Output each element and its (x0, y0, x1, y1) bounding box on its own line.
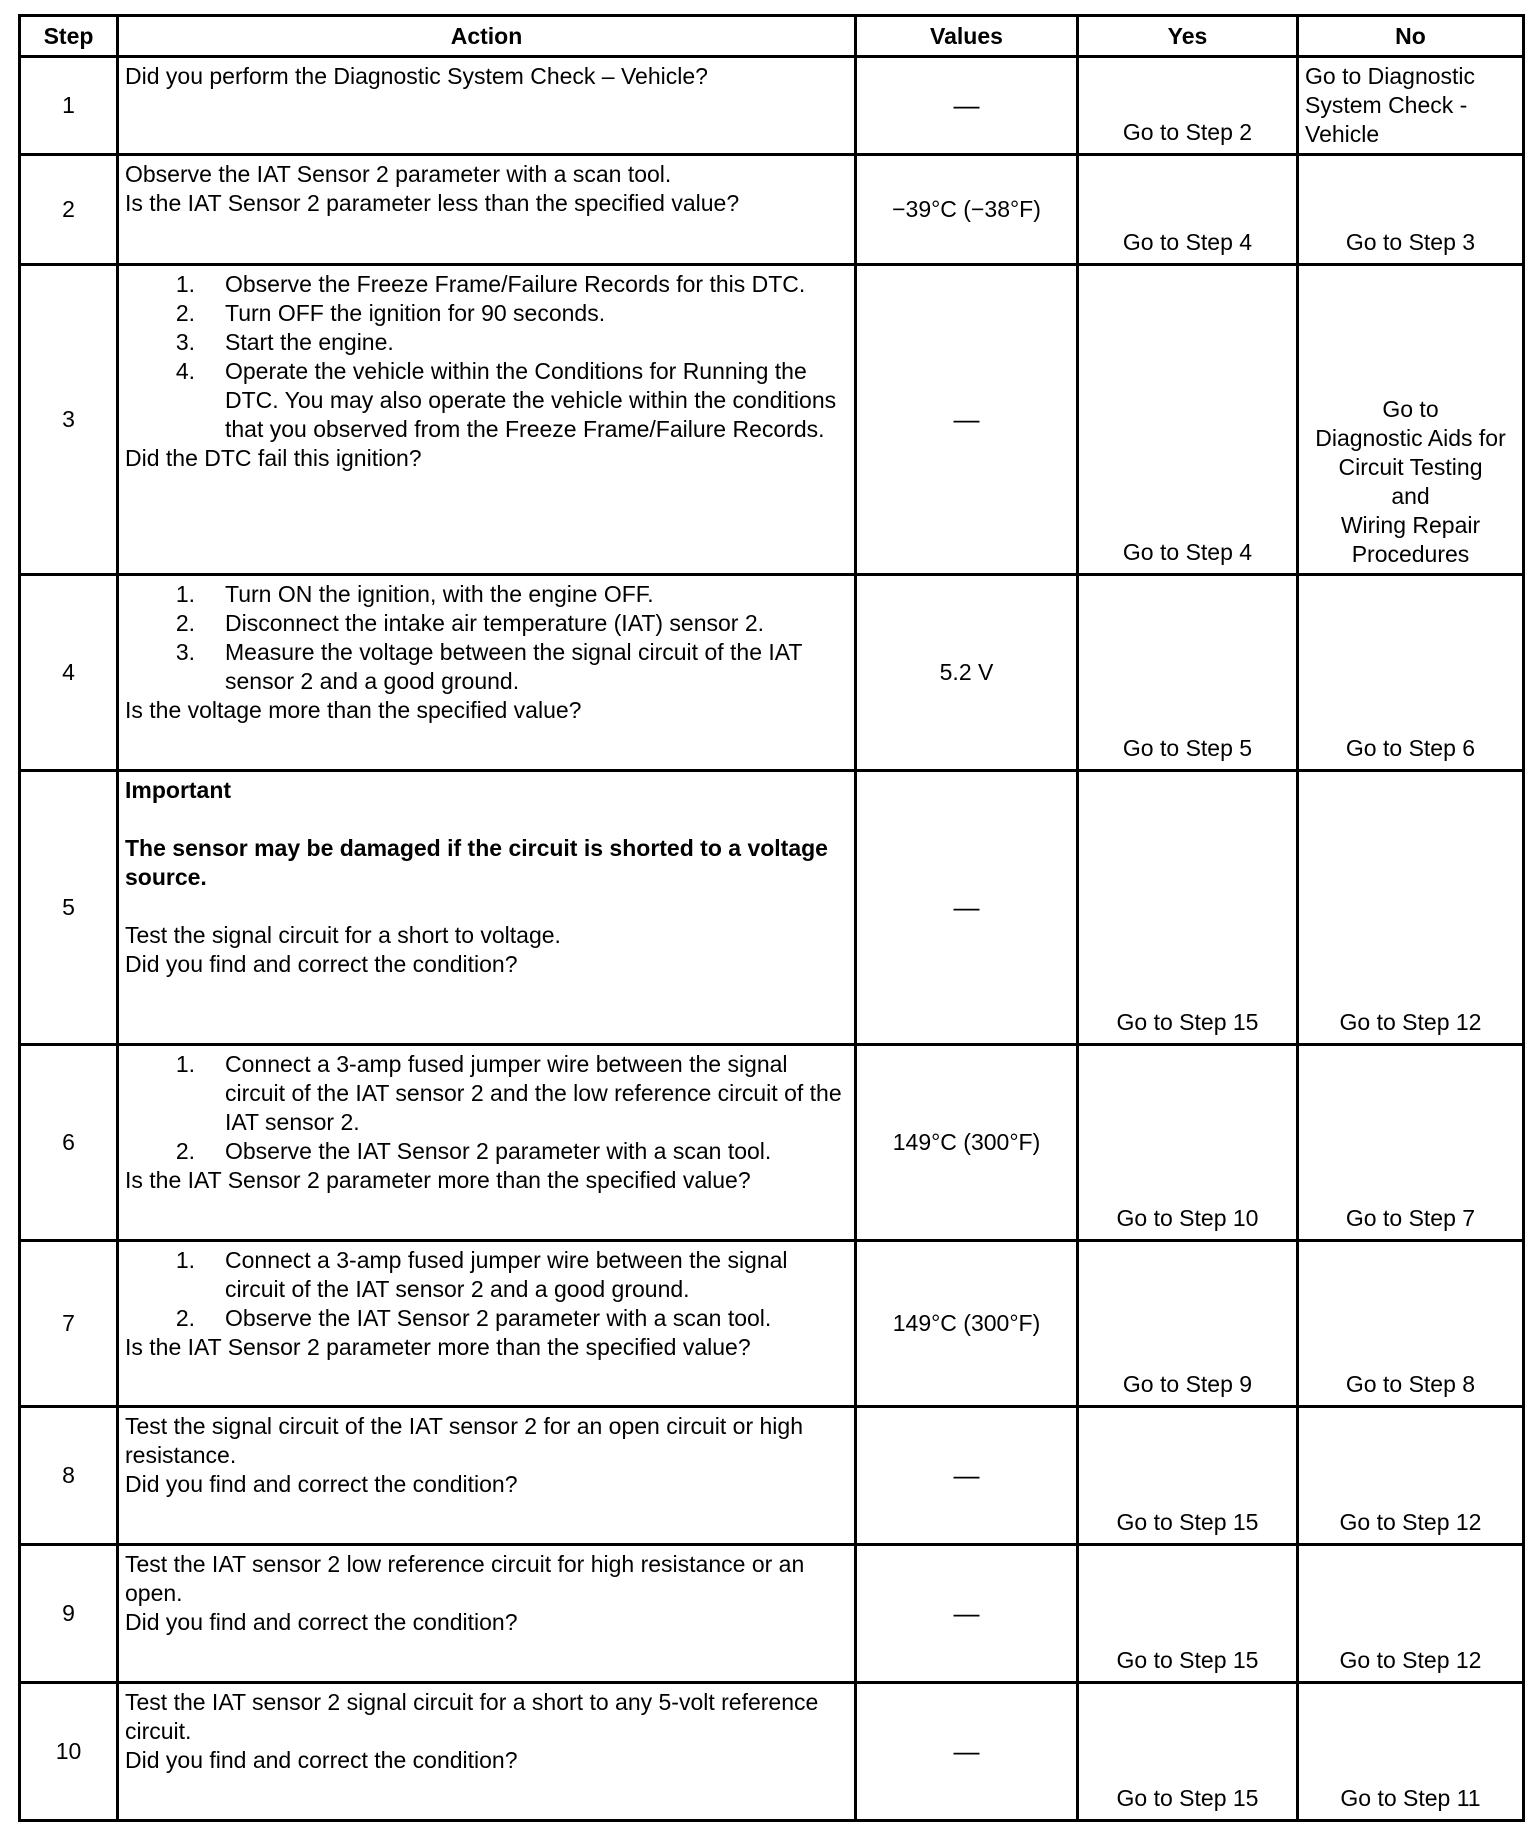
action-question: Is the IAT Sensor 2 parameter more than the specified value? (125, 1334, 751, 1360)
action-question: Is the voltage more than the specified value? (125, 697, 582, 723)
action-step-item (125, 328, 846, 357)
no-text (1299, 391, 1522, 573)
value-text: — (953, 1459, 980, 1490)
no-cell (1298, 1407, 1524, 1545)
value-text: 5.2 V (939, 659, 994, 685)
no-line: Wiring Repair (1340, 512, 1481, 538)
step-number: 8 (20, 1407, 118, 1545)
step-number: 5 (20, 771, 118, 1045)
no-text: Go to Step 6 (1345, 735, 1476, 761)
action-question: Did you find and correct the condition? (125, 1609, 518, 1635)
step-item-text: Observe the IAT Sensor 2 parameter with a scan tool. (225, 1138, 772, 1164)
yes-text: Go to Step 4 (1122, 229, 1253, 255)
action-step-item (125, 299, 846, 328)
no-cell (1298, 575, 1524, 771)
important-label: Important (125, 777, 232, 803)
action-step-item (125, 270, 846, 299)
no-text: Go to Step 12 (1339, 1509, 1482, 1535)
no-cell (1298, 1241, 1524, 1407)
diagnostic-table (18, 14, 1525, 1822)
value-cell (856, 57, 1078, 155)
no-text: Go to Step 3 (1345, 229, 1476, 255)
action-step-item (125, 1246, 846, 1304)
no-text: Go to Step 7 (1345, 1205, 1476, 1231)
step-item-number: 2. (175, 1138, 195, 1164)
important-text: The sensor may be damaged if the circuit is shorted to a voltage source. (125, 835, 828, 890)
action-intro: Test the IAT sensor 2 low reference circuit for high resistance or an open. (125, 1551, 805, 1606)
step-item-number: 1. (175, 1247, 195, 1273)
yes-text: Go to Step 15 (1116, 1509, 1259, 1535)
step-item-number: 1. (175, 581, 195, 607)
step-number: 10 (20, 1683, 118, 1821)
step-number: 6 (20, 1045, 118, 1241)
no-line: System Check - (1305, 92, 1468, 118)
value-cell (856, 1545, 1078, 1683)
no-text: Go to Step 8 (1345, 1371, 1476, 1397)
value-cell (856, 1407, 1078, 1545)
action-question: Did the DTC fail this ignition? (125, 445, 422, 471)
header-action: Action (118, 16, 856, 57)
no-text: Go to Step 12 (1339, 1647, 1482, 1673)
no-line: Go to Diagnostic (1305, 63, 1476, 89)
value-cell (856, 1241, 1078, 1407)
step-item-text: Operate the vehicle within the Conditions for Running the DTC. You may also operate the vehicle within the conditions that you observed from the Freeze Frame/Failure Records. (225, 358, 837, 442)
no-cell (1298, 771, 1524, 1045)
yes-text: Go to Step 9 (1122, 1371, 1253, 1397)
action-question: Is the IAT Sensor 2 parameter more than the specified value? (125, 1167, 751, 1193)
step-item-number: 1. (175, 271, 195, 297)
action-intro: Observe the IAT Sensor 2 parameter with a scan tool. (125, 161, 672, 187)
value-text: 149°C (300°F) (892, 1129, 1041, 1155)
yes-cell (1078, 1407, 1298, 1545)
table-row (20, 575, 1524, 771)
header-yes: Yes (1078, 16, 1298, 57)
header-step: Step (20, 16, 118, 57)
step-item-text: Observe the Freeze Frame/Failure Records for this DTC. (225, 271, 806, 297)
table-row (20, 1407, 1524, 1545)
no-line: Procedures (1351, 541, 1470, 567)
step-item-number: 4. (175, 358, 195, 384)
yes-cell (1078, 1241, 1298, 1407)
yes-text: Go to Step 4 (1122, 539, 1253, 565)
table-row (20, 1545, 1524, 1683)
action-cell (118, 1545, 856, 1683)
action-step-item (125, 357, 846, 444)
value-cell (856, 771, 1078, 1045)
value-text: — (953, 403, 980, 434)
value-cell (856, 155, 1078, 265)
yes-text: Go to Step 15 (1116, 1647, 1259, 1673)
action-question: Did you find and correct the condition? (125, 1471, 518, 1497)
action-cell (118, 1241, 856, 1407)
yes-cell (1078, 57, 1298, 155)
value-text: −39°C (−38°F) (892, 196, 1041, 222)
table-row (20, 57, 1524, 155)
value-text: — (953, 1735, 980, 1766)
action-cell (118, 1045, 856, 1241)
yes-text: Go to Step 15 (1116, 1009, 1259, 1035)
yes-cell (1078, 1045, 1298, 1241)
action-cell (118, 1683, 856, 1821)
header-no: No (1298, 16, 1524, 57)
no-cell (1298, 1683, 1524, 1821)
step-item-text: Start the engine. (225, 329, 394, 355)
step-item-text: Connect a 3-amp fused jumper wire between the signal circuit of the IAT sensor 2 and the low reference circuit of the IAT sensor 2. (225, 1051, 842, 1135)
action-step-item (125, 1137, 846, 1166)
value-cell (856, 575, 1078, 771)
yes-text: Go to Step 5 (1122, 735, 1253, 761)
yes-cell (1078, 155, 1298, 265)
no-cell (1298, 265, 1524, 575)
action-cell (118, 1407, 856, 1545)
action-step-item (125, 580, 846, 609)
table-row (20, 771, 1524, 1045)
action-cell (118, 155, 856, 265)
step-number: 4 (20, 575, 118, 771)
action-question: Did you find and correct the condition? (125, 1747, 518, 1773)
step-item-text: Observe the IAT Sensor 2 parameter with a scan tool. (225, 1305, 772, 1331)
no-line: Go to (1382, 396, 1439, 422)
yes-cell (1078, 1683, 1298, 1821)
action-step-item (125, 1050, 846, 1137)
step-number: 9 (20, 1545, 118, 1683)
action-question: Did you perform the Diagnostic System Check – Vehicle? (125, 63, 708, 89)
table-row (20, 1683, 1524, 1821)
no-line: Circuit Testing (1338, 454, 1483, 480)
action-step-item (125, 609, 846, 638)
action-steps-list (125, 1246, 846, 1333)
yes-text: Go to Step 2 (1122, 119, 1253, 145)
table-row (20, 155, 1524, 265)
header-row (20, 16, 1524, 57)
step-item-number: 2. (175, 1305, 195, 1331)
action-cell (118, 57, 856, 155)
action-step-item (125, 638, 846, 696)
step-item-text: Connect a 3-amp fused jumper wire between the signal circuit of the IAT sensor 2 and a good ground. (225, 1247, 788, 1302)
step-item-text: Turn ON the ignition, with the engine OFF. (225, 581, 654, 607)
action-step-item (125, 1304, 846, 1333)
value-cell (856, 1683, 1078, 1821)
table-row (20, 1045, 1524, 1241)
step-item-number: 1. (175, 1051, 195, 1077)
step-item-number: 3. (175, 639, 195, 665)
value-cell (856, 1045, 1078, 1241)
diagnostic-table-document (18, 14, 1522, 1822)
action-cell (118, 265, 856, 575)
action-steps-list (125, 1050, 846, 1166)
no-line: Vehicle (1305, 121, 1380, 147)
action-question: Did you find and correct the condition? (125, 951, 518, 977)
step-item-text: Turn OFF the ignition for 90 seconds. (225, 300, 606, 326)
action-question: Is the IAT Sensor 2 parameter less than the specified value? (125, 190, 740, 216)
step-number: 7 (20, 1241, 118, 1407)
yes-cell (1078, 771, 1298, 1045)
action-intro: Test the IAT sensor 2 signal circuit for a short to any 5-volt reference circuit. (125, 1689, 819, 1744)
no-line: and (1391, 483, 1430, 509)
step-number: 2 (20, 155, 118, 265)
action-intro: Test the signal circuit of the IAT sensor 2 for an open circuit or high resistance. (125, 1413, 803, 1468)
yes-cell (1078, 575, 1298, 771)
step-item-number: 2. (175, 610, 195, 636)
no-line: Diagnostic Aids for (1315, 425, 1506, 451)
header-values: Values (856, 16, 1078, 57)
step-number: 1 (20, 57, 118, 155)
action-cell (118, 771, 856, 1045)
step-item-text: Measure the voltage between the signal circuit of the IAT sensor 2 and a good ground. (225, 639, 803, 694)
no-cell (1298, 1045, 1524, 1241)
yes-text: Go to Step 15 (1116, 1785, 1259, 1811)
table-row (20, 1241, 1524, 1407)
value-text: — (953, 1597, 980, 1628)
action-intro: Test the signal circuit for a short to voltage. (125, 922, 561, 948)
table-row (20, 265, 1524, 575)
yes-cell (1078, 1545, 1298, 1683)
step-number: 3 (20, 265, 118, 575)
no-text (1299, 58, 1522, 153)
yes-text: Go to Step 10 (1116, 1205, 1259, 1231)
step-item-number: 2. (175, 300, 195, 326)
value-text: — (953, 89, 980, 120)
no-cell (1298, 57, 1524, 155)
no-cell (1298, 155, 1524, 265)
value-text: — (953, 891, 980, 922)
value-text: 149°C (300°F) (892, 1310, 1041, 1336)
action-cell (118, 575, 856, 771)
no-text: Go to Step 11 (1340, 1785, 1481, 1811)
action-steps-list (125, 270, 846, 444)
action-steps-list (125, 580, 846, 696)
yes-cell (1078, 265, 1298, 575)
step-item-number: 3. (175, 329, 195, 355)
no-cell (1298, 1545, 1524, 1683)
no-text: Go to Step 12 (1339, 1009, 1482, 1035)
value-cell (856, 265, 1078, 575)
step-item-text: Disconnect the intake air temperature (IAT) sensor 2. (225, 610, 765, 636)
